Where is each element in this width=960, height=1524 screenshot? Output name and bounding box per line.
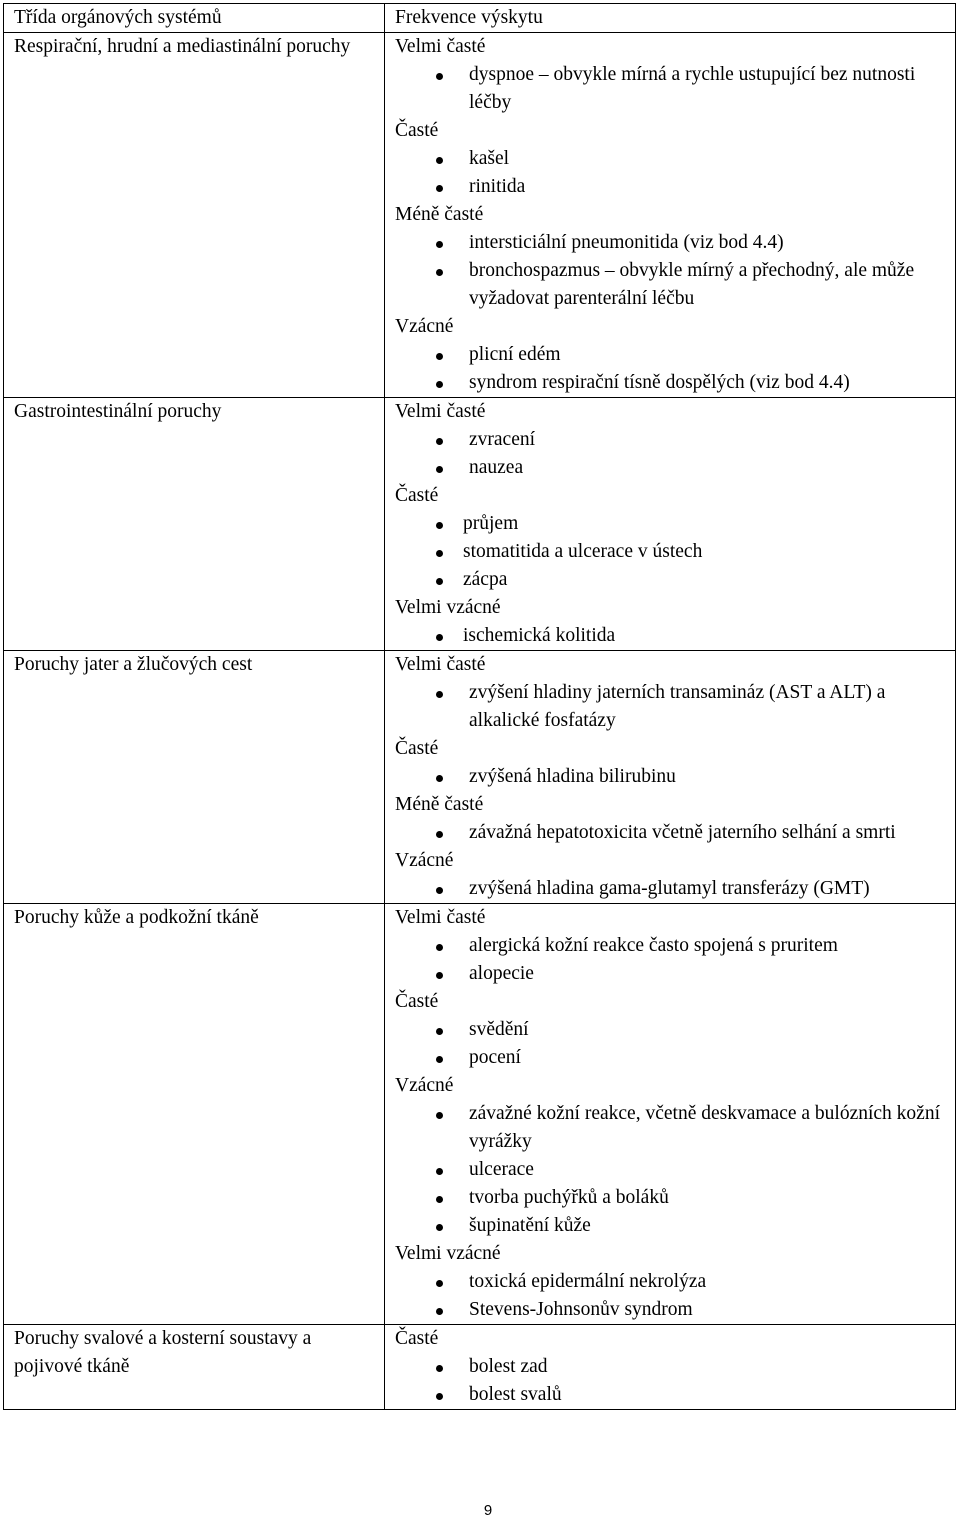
list-item: [395, 819, 941, 847]
frequency-label: Časté: [395, 738, 439, 759]
header-frequency: Frekvence výskytu: [385, 4, 956, 33]
effect-text: zvýšení hladiny jaterních transamináz (AST a ALT) a alkalické fosfatázy: [469, 682, 886, 731]
effects-list: [395, 61, 941, 117]
effect-text: zvýšená hladina bilirubinu: [469, 766, 676, 787]
list-item: [395, 679, 941, 735]
effects-list: [395, 622, 941, 650]
effect-text: Stevens-Johnsonův syndrom: [469, 1299, 693, 1320]
effect-text: tvorba puchýřků a boláků: [469, 1187, 669, 1208]
organ-class-cell: Respirační, hrudní a mediastinální poruchy: [4, 33, 385, 398]
effect-text: plicní edém: [469, 344, 561, 365]
table-row: [4, 904, 956, 1325]
bullet-icon: [436, 887, 443, 894]
list-item: [395, 1296, 941, 1324]
effect-text: zvýšená hladina gama-glutamyl transferázy (GMT): [469, 878, 870, 899]
bullet-icon: [436, 466, 443, 473]
bullet-icon: [436, 185, 443, 192]
bullet-icon: [436, 353, 443, 360]
effects-list: [395, 510, 941, 594]
bullet-icon: [436, 1308, 443, 1315]
effects-list: [395, 426, 941, 482]
effect-text: bronchospazmus – obvykle mírný a přechodný, ale může vyžadovat parenterální léčbu: [469, 260, 915, 309]
organ-class-cell: Poruchy svalové a kosterní soustavy a pojivové tkáně: [4, 1325, 385, 1410]
list-item: [395, 763, 941, 791]
bullet-icon: [436, 831, 443, 838]
effect-text: syndrom respirační tísně dospělých (viz bod 4.4): [469, 372, 850, 393]
effects-list: [395, 1268, 941, 1324]
list-item: [395, 145, 941, 173]
bullet-icon: [436, 1168, 443, 1175]
effect-text: toxická epidermální nekrolýza: [469, 1271, 707, 1292]
list-item: [395, 1184, 941, 1212]
frequency-cell: [385, 1325, 956, 1410]
frequency-label: Méně časté: [395, 204, 484, 225]
bullet-icon: [436, 438, 443, 445]
effect-text: závažné kožní reakce, včetně deskvamace a bulózních kožní vyrážky: [469, 1103, 940, 1152]
effect-text: alergická kožní reakce často spojená s pruritem: [469, 935, 838, 956]
bullet-icon: [436, 1224, 443, 1231]
effects-list: [395, 679, 941, 735]
list-item: [395, 1353, 941, 1381]
effects-list: [395, 1353, 941, 1409]
effect-text: alopecie: [469, 963, 534, 984]
list-item: [395, 1212, 941, 1240]
bullet-icon: [436, 775, 443, 782]
bullet-icon: [436, 381, 443, 388]
effect-text: rinitida: [469, 176, 526, 197]
list-item: [395, 622, 941, 650]
effects-list: [395, 932, 941, 988]
header-organ-class: Třída orgánových systémů: [4, 4, 385, 33]
list-item: [395, 426, 941, 454]
frequency-label: Méně časté: [395, 794, 484, 815]
frequency-label: Velmi časté: [395, 401, 486, 422]
effect-text: ulcerace: [469, 1159, 534, 1180]
bullet-icon: [436, 1112, 443, 1119]
table-row: [4, 398, 956, 651]
bullet-icon: [436, 1028, 443, 1035]
list-item: [395, 1100, 941, 1156]
list-item: [395, 875, 941, 903]
bullet-icon: [436, 1365, 443, 1372]
organ-class-cell: Poruchy jater a žlučových cest: [4, 651, 385, 904]
list-item: [395, 1044, 941, 1072]
frequency-cell: [385, 904, 956, 1325]
bullet-icon: [436, 1280, 443, 1287]
frequency-label: Vzácné: [395, 1075, 454, 1096]
frequency-label: Vzácné: [395, 850, 454, 871]
frequency-label: Velmi časté: [395, 36, 486, 57]
frequency-label: Velmi vzácné: [395, 1243, 501, 1264]
list-item: [395, 538, 941, 566]
frequency-label: Velmi časté: [395, 654, 486, 675]
list-item: [395, 61, 941, 117]
effect-text: průjem: [463, 513, 519, 534]
effect-text: dyspnoe – obvykle mírná a rychle ustupující bez nutnosti léčby: [469, 64, 916, 113]
table-row: [4, 651, 956, 904]
bullet-icon: [436, 157, 443, 164]
effect-text: pocení: [469, 1047, 521, 1068]
organ-class-cell: Gastrointestinální poruchy: [4, 398, 385, 651]
bullet-icon: [436, 1196, 443, 1203]
list-item: [395, 229, 941, 257]
frequency-cell: [385, 33, 956, 398]
bullet-icon: [436, 972, 443, 979]
list-item: [395, 173, 941, 201]
effects-list: [395, 763, 941, 791]
table-row: [4, 33, 956, 398]
effect-text: bolest zad: [469, 1356, 548, 1377]
effects-list: [395, 145, 941, 201]
effect-text: závažná hepatotoxicita včetně jaterního selhání a smrti: [469, 822, 896, 843]
frequency-label: Velmi časté: [395, 907, 486, 928]
frequency-label: Časté: [395, 991, 439, 1012]
effect-text: stomatitida a ulcerace v ústech: [463, 541, 703, 562]
bullet-icon: [436, 944, 443, 951]
organ-class-cell: Poruchy kůže a podkožní tkáně: [4, 904, 385, 1325]
effect-text: kašel: [469, 148, 510, 169]
list-item: [395, 1016, 941, 1044]
effects-list: [395, 1016, 941, 1072]
frequency-cell: [385, 651, 956, 904]
effects-list: [395, 819, 941, 847]
list-item: [395, 1381, 941, 1409]
effects-list: [395, 341, 941, 397]
list-item: [395, 1156, 941, 1184]
frequency-label: Časté: [395, 1328, 439, 1349]
bullet-icon: [436, 550, 443, 557]
effects-list: [395, 229, 941, 313]
list-item: [395, 341, 941, 369]
list-item: [395, 566, 941, 594]
effect-text: zvracení: [469, 429, 536, 450]
bullet-icon: [436, 578, 443, 585]
frequency-label: Vzácné: [395, 316, 454, 337]
page-number: 9: [483, 1502, 493, 1519]
effect-text: ischemická kolitida: [463, 625, 616, 646]
effect-text: svědění: [469, 1019, 529, 1040]
bullet-icon: [436, 73, 443, 80]
list-item: [395, 454, 941, 482]
bullet-icon: [436, 269, 443, 276]
bullet-icon: [436, 1393, 443, 1400]
list-item: [395, 1268, 941, 1296]
effects-list: [395, 1100, 941, 1240]
list-item: [395, 960, 941, 988]
effect-text: intersticiální pneumonitida (viz bod 4.4): [469, 232, 784, 253]
list-item: [395, 932, 941, 960]
effects-list: [395, 875, 941, 903]
bullet-icon: [436, 634, 443, 641]
bullet-icon: [436, 522, 443, 529]
list-item: [395, 257, 941, 313]
effect-text: bolest svalů: [469, 1384, 562, 1405]
frequency-label: Časté: [395, 485, 439, 506]
frequency-label: Časté: [395, 120, 439, 141]
bullet-icon: [436, 241, 443, 248]
adverse-effects-table: [3, 3, 956, 1410]
frequency-label: Velmi vzácné: [395, 597, 501, 618]
table-header-row: [4, 4, 956, 33]
effect-text: zácpa: [463, 569, 508, 590]
effect-text: šupinatění kůže: [469, 1215, 591, 1236]
frequency-cell: [385, 398, 956, 651]
bullet-icon: [436, 691, 443, 698]
effect-text: nauzea: [469, 457, 524, 478]
bullet-icon: [436, 1056, 443, 1063]
table-row: [4, 1325, 956, 1410]
list-item: [395, 510, 941, 538]
list-item: [395, 369, 941, 397]
